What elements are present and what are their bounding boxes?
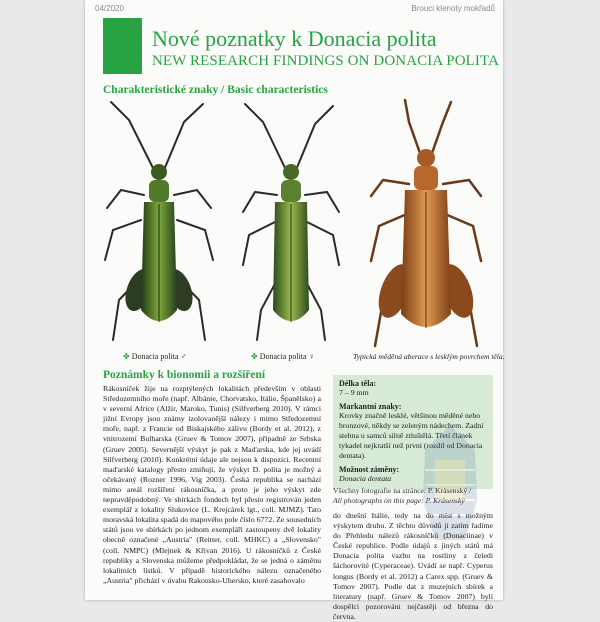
- series-title: Brouci klenoty mokřadů: [411, 4, 495, 13]
- photo-credit-czech: Všechny fotografie na stránce: P. Krásenský /: [333, 486, 472, 495]
- beetle-female-photo: [233, 100, 349, 350]
- marks-label: Markantní znaky:: [339, 402, 402, 411]
- marks-value: Krovky značně lesklé, většinou měděné nebo bronzové, někdy se zeleným nádechem. Zadní stehna u samců silně ztluštělá. Třetí článek tykadel nejkratší než první (rozdíl od Donacia dentata).: [339, 411, 484, 460]
- star-bullet-icon: ✤: [123, 352, 130, 361]
- body-paragraph: Rákosníček žije na rozptýlených lokalitách především v oblasti Středozemního moře (např. Albánie, Chorvatsko, Itálie, Španělsko) a v severní Africe (Alžír, Maroko, Tunis) (Silfverberg 2010). V rámci jižní Evropy jsou známy izolovanější nálezy i mimo Středozemní moře, např. z Francie od Biskajského zálivu (Bordy et al. 2012), z vnitrozemí Bulharska (Gruev & Tomov 2007), případně ze Srbska (Gruev 2005). Severnější výskyt je pak z Maďarska, kde jej uvádí Silfverberg (2010). Konkrétní údaje ale nejsou k dispozici. Recentní maďarské katalogy přesto zmiňují, že výskyt D. polita je možný a očekávaný (Rozner 1996, Vig 2003). Česká republika se nachází mimo areál rozšíření rákosníčka, a proto je jeho výskyt zde nepravděpodobný. Ve sbírkách fondech byl přesto registrován jeden exemplář z lokality Slukovice (L. Krejcárek lgt., coll. MJMZ). Tato moravská lokalita spadá do mapového pole číslo 6772. Ze sousedních států jsou ve sbírkách po jednom exempláři zastoupeny dvě lokality obecně označené „Austria" (Reitter, coll. MHKC) a „Slovensko" (coll. NMPC) (Mlejnek & Křivan 2016). U rákosníčků z České republiky a Slovenska můžeme předpokládat, že se jedná o záměnu lokalitních lístků. V případě historického nálezu označeného „Austria" přichází v úvahu Rakousko-Uhersko, které zasahovalo: [103, 384, 321, 585]
- male-symbol: ♂: [180, 352, 187, 361]
- length-value: 7 – 9 mm: [339, 388, 369, 397]
- caption-female-name: Donacia polita: [259, 352, 307, 361]
- section-heading-notes: Poznámky k bionomii a rozšíření: [103, 369, 266, 381]
- confusion-label: Možnost záměny:: [339, 465, 400, 474]
- body-paragraph-2: do dnešní Itálie, tedy na do míst s možným výskytem druhu. Z těchto důvodů ji zatím řadíme do Přehledu nálezů rákosníčků (Donaciinae) v České republice. Podle údajů z jiných států má Donacia polita vazbu na rostliny z čeledi šáchorovité (Cyperaceae). Uvádí se např. Cyperus longus (Bordy et al. 2012) a Carex spp. (Gruev & Tomov 2007). Podle dat z muzejních sbírek a literatury (např. Gruev & Tomov 2007) byli dospělci pozorováni nejčastěji od března do června.: [333, 511, 493, 621]
- beetle-male-photo: [99, 100, 219, 350]
- caption-female: [251, 352, 315, 361]
- caption-male-name: Donacia polita: [131, 352, 179, 361]
- length-label: Délka těla:: [339, 379, 377, 388]
- caption-copper: Typická měděná aberace s lesklým povrchem těla.: [353, 352, 505, 361]
- photo-credit-english: All photographs on this page: P. Krásenský: [333, 495, 465, 505]
- magazine-page: [85, 0, 505, 621]
- green-accent-block: [103, 18, 142, 74]
- body-text-column-2: [333, 511, 493, 622]
- female-symbol: ♀: [308, 352, 315, 361]
- photo-credit: [333, 486, 493, 505]
- running-header: [95, 4, 495, 16]
- article-title-czech: Nové poznatky k Donacia polita: [152, 26, 437, 51]
- star-bullet-icon: ✤: [251, 352, 258, 361]
- caption-male: [123, 352, 187, 361]
- beetle-copper-photo: [361, 96, 491, 354]
- issue-number: 04/2020: [95, 4, 124, 13]
- article-title-english: NEW RESEARCH FINDINGS ON DONACIA POLITA: [152, 53, 500, 69]
- body-text-column-1: [103, 384, 321, 586]
- section-heading-basic: Charakteristické znaky / Basic characteristics: [103, 84, 328, 96]
- confusion-value: Donacia dentata: [339, 474, 392, 483]
